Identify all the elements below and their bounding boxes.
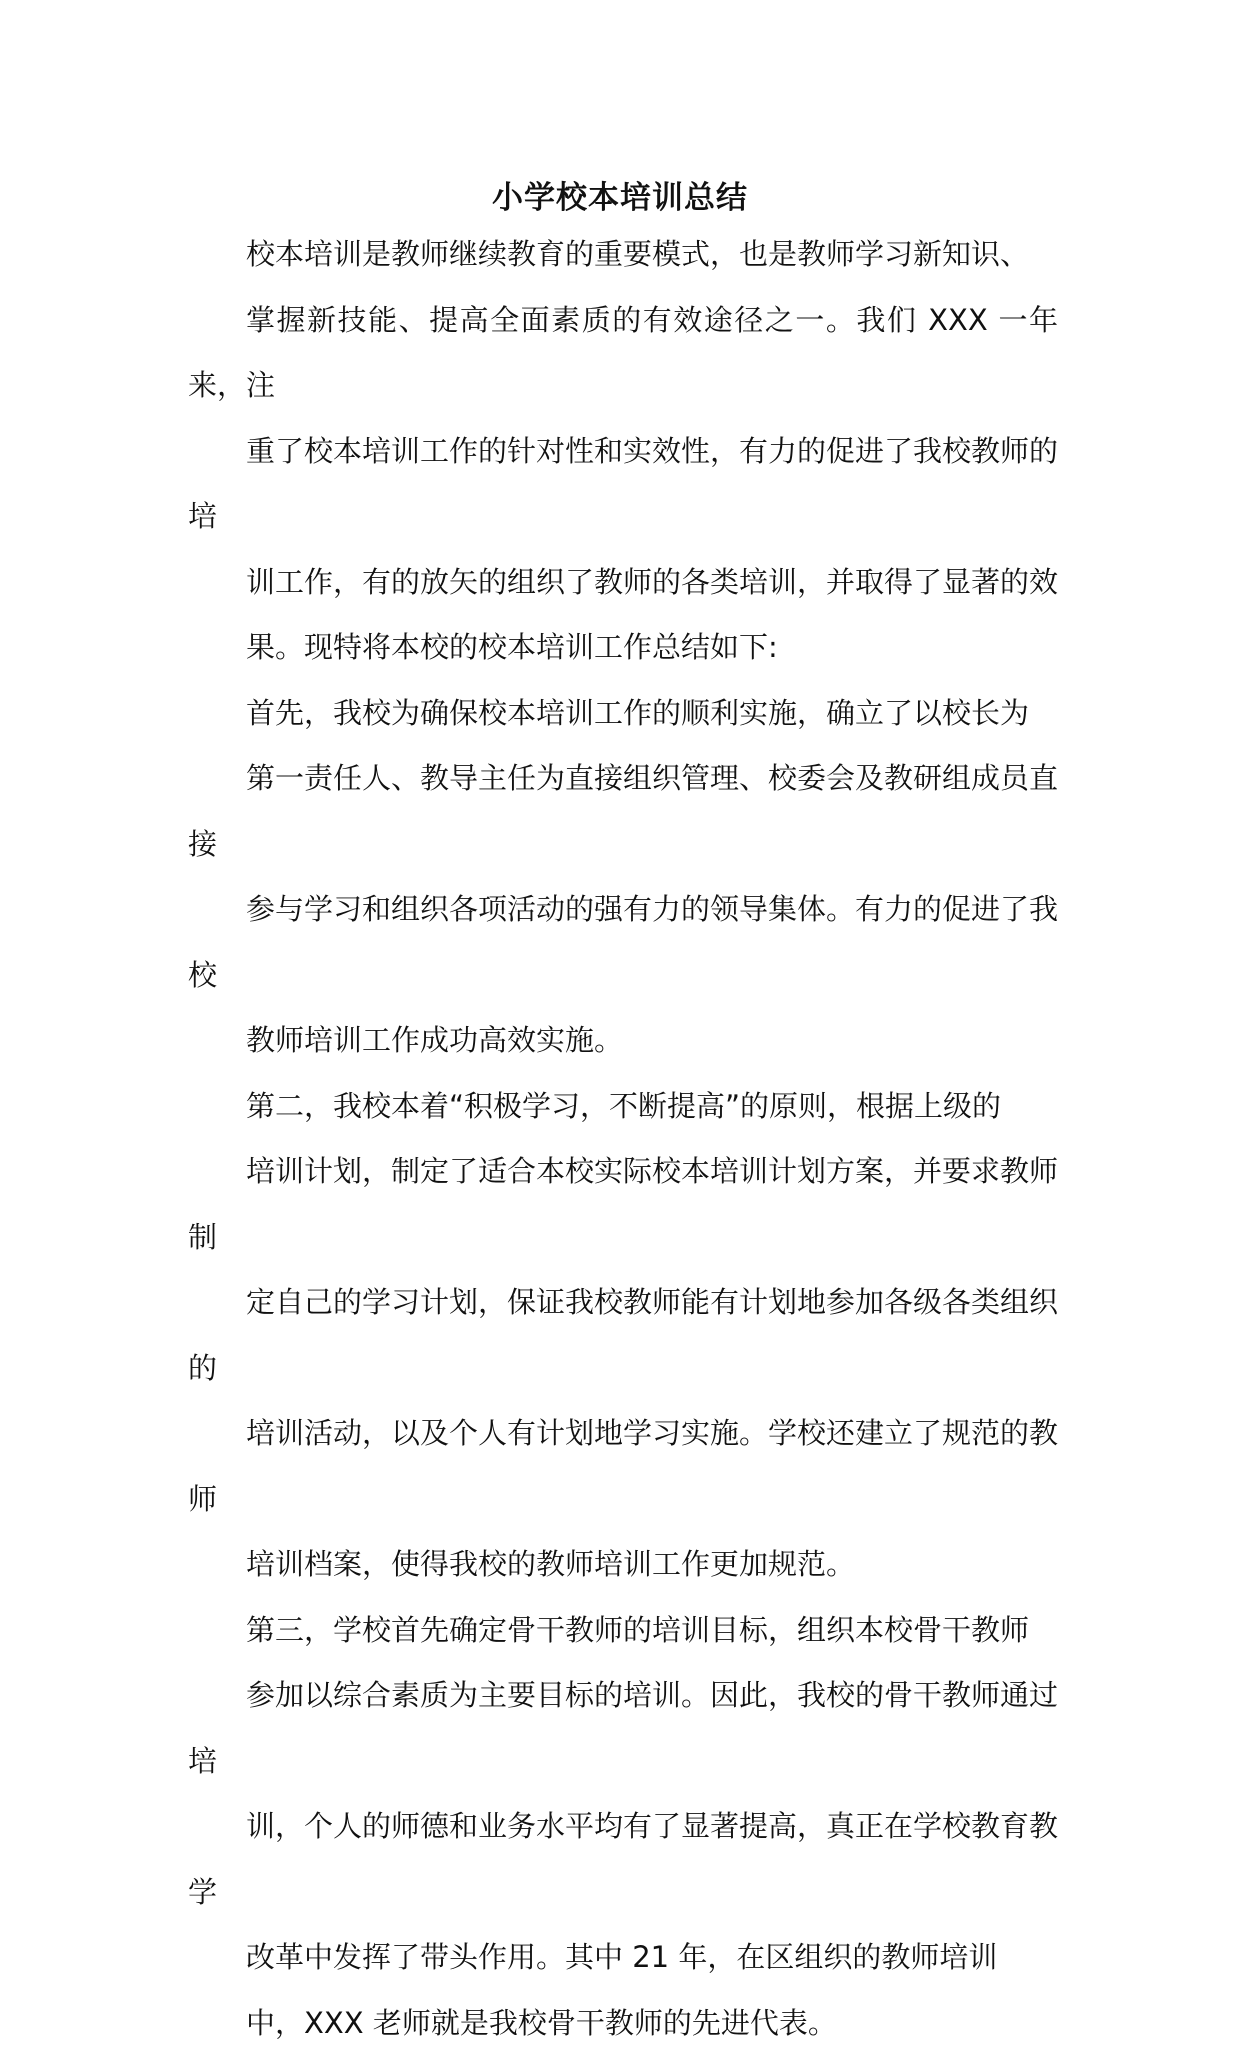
- paragraph-line: 校本培训是教师继续教育的重要模式，也是教师学习新知识、: [188, 222, 1058, 288]
- paragraph-line: 训，个人的师德和业务水平均有了显著提高，真正在学校教育教学: [188, 1794, 1058, 1925]
- paragraph-line: 第三，学校首先确定骨干教师的培训目标，组织本校骨干教师: [188, 1598, 1058, 1664]
- paragraph-line: 改革中发挥了带头作用。其中 21 年，在区组织的教师培训: [188, 1925, 1058, 1991]
- paragraph-line: 教师培训工作成功高效实施。: [188, 1008, 1058, 1074]
- paragraph-line: 首先，我校为确保校本培训工作的顺利实施，确立了以校长为: [188, 681, 1058, 747]
- paragraph-line: 重了校本培训工作的针对性和实效性，有力的促进了我校教师的培: [188, 419, 1058, 550]
- paragraph-second: [188, 1074, 1058, 1598]
- document-body: [188, 222, 1058, 2056]
- paragraph-line: 定自己的学习计划，保证我校教师能有计划地参加各级各类组织的: [188, 1270, 1058, 1401]
- paragraph-line: 第二，我校本着“积极学习，不断提高”的原则，根据上级的: [188, 1074, 1058, 1140]
- paragraph-line: 培训档案，使得我校的教师培训工作更加规范。: [188, 1532, 1058, 1598]
- paragraph-line: 培训活动，以及个人有计划地学习实施。学校还建立了规范的教师: [188, 1401, 1058, 1532]
- document-title: 小学校本培训总结: [0, 176, 1240, 220]
- paragraph-third: [188, 1598, 1058, 2056]
- paragraph-line: 参与学习和组织各项活动的强有力的领导集体。有力的促进了我校: [188, 877, 1058, 1008]
- paragraph-line: 中，XXX 老师就是我校骨干教师的先进代表。: [188, 1991, 1058, 2056]
- paragraph-line: 培训计划，制定了适合本校实际校本培训计划方案，并要求教师制: [188, 1139, 1058, 1270]
- paragraph-first: [188, 681, 1058, 1074]
- paragraph-line: 掌握新技能、提高全面素质的有效途径之一。我们 XXX 一年来，注: [188, 288, 1058, 419]
- paragraph-line: 果。现特将本校的校本培训工作总结如下:: [188, 615, 1058, 681]
- paragraph-line: 训工作，有的放矢的组织了教师的各类培训，并取得了显著的效: [188, 550, 1058, 616]
- paragraph-line: 参加以综合素质为主要目标的培训。因此，我校的骨干教师通过培: [188, 1663, 1058, 1794]
- paragraph-line: 第一责任人、教导主任为直接组织管理、校委会及教研组成员直接: [188, 746, 1058, 877]
- paragraph-intro: [188, 222, 1058, 681]
